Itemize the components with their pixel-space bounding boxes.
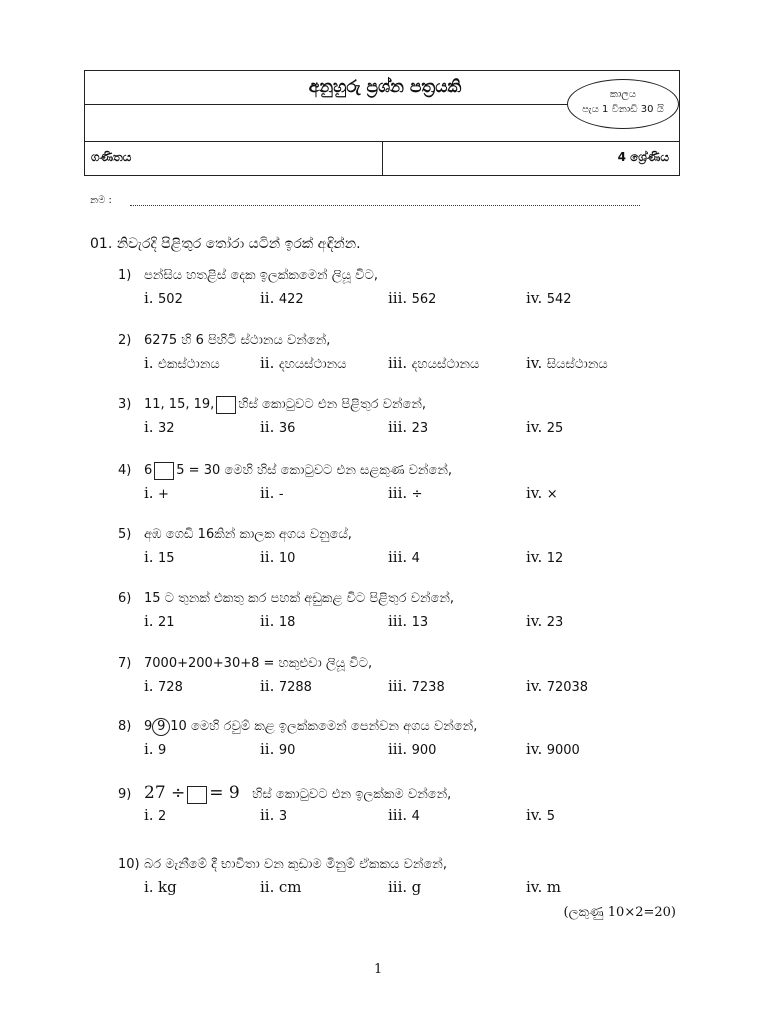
question-number: 9) <box>118 787 132 802</box>
question-10 <box>118 854 718 900</box>
option-iii[interactable]: iii. 900 <box>388 740 437 758</box>
page-number: 1 <box>374 962 383 977</box>
header-box <box>84 70 680 176</box>
instruction: 01. නිවැරදි පිළිතුර තෝරා යටින් ඉරක් අඳින්න. <box>90 236 361 252</box>
option-iii[interactable]: iii. 13 <box>388 612 429 630</box>
option-iv[interactable]: iv. 5 <box>526 806 555 824</box>
option-i[interactable]: i. 32 <box>144 418 175 436</box>
name-label: නම : <box>90 195 112 206</box>
option-ii[interactable]: ii. දහයස්ථානය <box>260 354 347 372</box>
question-stem-c: = 9 <box>209 783 240 803</box>
question-6 <box>118 588 718 634</box>
question-stem: 15 ට තුනක් එකතු කර පහක් අඩුකළ විට පිළිතුර වන්නේ, <box>144 591 455 606</box>
paper-title: අනුහුරු ප්‍රශ්න පත්‍රයකි <box>308 77 462 97</box>
blank-box <box>154 462 174 480</box>
option-ii[interactable]: ii. 18 <box>260 612 296 630</box>
option-ii[interactable]: ii. 422 <box>260 289 304 307</box>
question-stem: අඹ ගෙඩි 16කින් කාලක අගය වනුයේ, <box>144 527 352 542</box>
option-iii[interactable]: iii. ÷ <box>388 484 423 502</box>
option-iii[interactable]: iii. 7238 <box>388 677 445 695</box>
grade-label: 4 ශ්‍රේණිය <box>617 150 669 164</box>
marks-label: (ලකුණු 10×2=20) <box>563 905 676 920</box>
question-5 <box>118 524 718 570</box>
option-iv[interactable]: iv. 12 <box>526 548 564 566</box>
question-4 <box>118 460 718 506</box>
option-iii[interactable]: iii. g <box>388 878 422 896</box>
question-number: 7) <box>118 656 132 671</box>
question-stem-b: හිස් කොටුවට එන ඉලක්කම වන්නේ, <box>252 787 452 802</box>
question-9 <box>118 782 718 828</box>
name-row <box>90 195 642 211</box>
option-iii[interactable]: iii. 4 <box>388 548 420 566</box>
time-label: කාලය <box>609 89 637 100</box>
blank-box <box>187 786 207 804</box>
option-ii[interactable]: ii. 10 <box>260 548 296 566</box>
question-number: 10) <box>118 857 140 872</box>
option-i[interactable]: i. 15 <box>144 548 175 566</box>
question-stem: 7000+200+30+8 = හකුළුවා ලියූ විට, <box>144 656 373 671</box>
question-number: 3) <box>118 397 132 412</box>
option-iv[interactable]: iv. m <box>526 878 561 896</box>
option-iv[interactable]: iv. × <box>526 484 558 502</box>
option-iv[interactable]: iv. 23 <box>526 612 564 630</box>
option-iii[interactable]: iii. දහයස්ථානය <box>388 354 480 372</box>
option-i[interactable]: i. එකස්ථානය <box>144 354 220 372</box>
option-iii[interactable]: iii. 23 <box>388 418 429 436</box>
time-value: පැය 1 විනාඩි 30 යි <box>582 104 664 115</box>
option-ii[interactable]: ii. 3 <box>260 806 288 824</box>
option-ii[interactable]: ii. - <box>260 484 284 502</box>
circled-digit: 9 <box>152 718 170 736</box>
question-7 <box>118 653 718 699</box>
question-stem-a: 27 ÷ <box>144 783 186 803</box>
option-i[interactable]: i. 9 <box>144 740 167 758</box>
option-iv[interactable]: iv. සියස්ථානය <box>526 354 608 372</box>
question-number: 2) <box>118 333 132 348</box>
time-oval <box>567 79 679 129</box>
question-3 <box>118 394 718 440</box>
option-i[interactable]: i. 2 <box>144 806 167 824</box>
header-subject-row <box>85 142 679 176</box>
question-stem-a: 9 <box>144 719 153 734</box>
option-i[interactable]: i. + <box>144 484 169 502</box>
question-stem: පන්සිය හතළිස් දෙක ඉලක්කමෙන් ලියූ විට, <box>144 268 378 283</box>
blank-box <box>216 396 236 414</box>
option-iii[interactable]: iii. 4 <box>388 806 420 824</box>
subject-label: ගණිතය <box>91 150 132 164</box>
option-i[interactable]: i. 502 <box>144 289 183 307</box>
option-ii[interactable]: ii. 36 <box>260 418 296 436</box>
option-i[interactable]: i. 728 <box>144 677 183 695</box>
question-number: 5) <box>118 527 132 542</box>
question-stem: බර මැනීමේ දී භාවිතා වන කුඩාම මිනුම් ඒකකය වන්නේ, <box>144 857 447 872</box>
question-2 <box>118 330 718 376</box>
question-stem: 6275 හි 6 පිහිටි ස්ථානය වන්නේ, <box>144 333 331 348</box>
question-1 <box>118 265 718 311</box>
name-field[interactable] <box>130 205 640 206</box>
question-number: 8) <box>118 719 132 734</box>
question-stem-a: 6 <box>144 463 153 478</box>
question-number: 4) <box>118 463 132 478</box>
question-number: 6) <box>118 591 132 606</box>
option-iv[interactable]: iv. 542 <box>526 289 572 307</box>
option-i[interactable]: i. kg <box>144 878 177 896</box>
question-stem-b: 5 = 30 මෙහි හිස් කොටුවට එන සළකුණ වන්නේ, <box>176 463 453 478</box>
option-iv[interactable]: iv. 25 <box>526 418 564 436</box>
option-ii[interactable]: ii. cm <box>260 878 302 896</box>
option-ii[interactable]: ii. 90 <box>260 740 296 758</box>
question-stem-b: 10 මෙහි රවුම් කළ ඉලක්කමෙන් පෙන්වන අගය වන්නේ, <box>170 719 478 734</box>
header-divider <box>382 142 383 176</box>
option-iv[interactable]: iv. 72038 <box>526 677 589 695</box>
question-stem-a: 11, 15, 19, <box>144 397 215 412</box>
option-iv[interactable]: iv. 9000 <box>526 740 580 758</box>
question-stem-b: හිස් කොටුවට එන පිළිතුර වන්නේ, <box>238 397 427 412</box>
question-8 <box>118 716 718 762</box>
option-i[interactable]: i. 21 <box>144 612 175 630</box>
option-iii[interactable]: iii. 562 <box>388 289 437 307</box>
option-ii[interactable]: ii. 7288 <box>260 677 312 695</box>
question-number: 1) <box>118 268 132 283</box>
